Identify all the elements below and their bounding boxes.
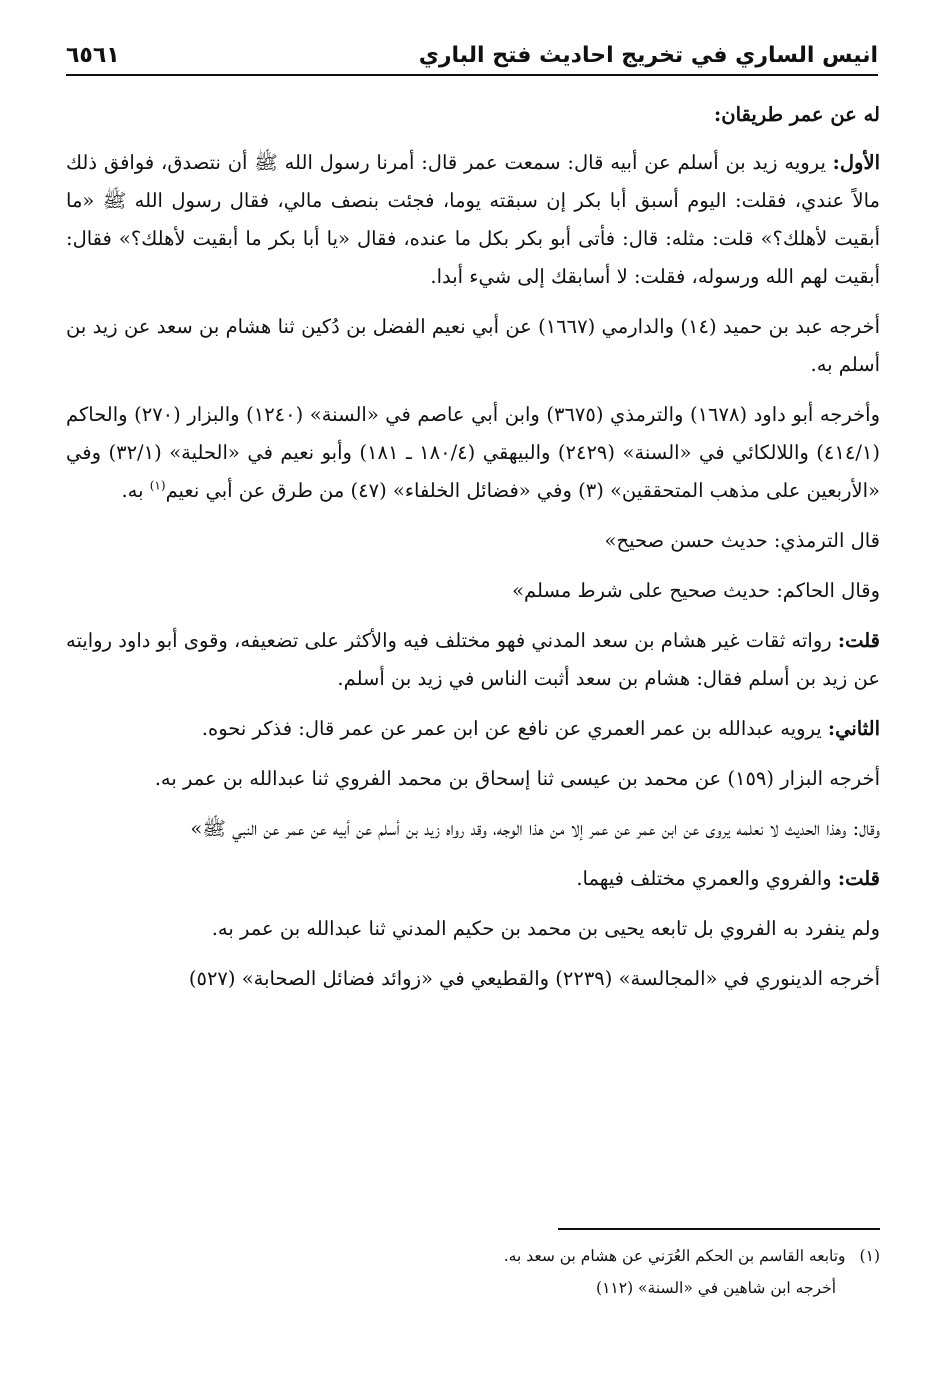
footnote-1	[66, 1240, 880, 1272]
paragraph-takhrij-1: أخرجه عبد بن حميد (١٤) والدارمي (١٦٦٧) عن أبي نعيم الفضل بن دُكين ثنا هشام بن سعد عن زيد بن أسلم به.	[66, 315, 880, 376]
paragraph-bazzar-comment: وقال: وهذا الحديث لا نعلمه يروى عن ابن عمر عن عمر إلا من هذا الوجه، وقد رواه زيد بن أسلم عن أبيه عن عمر عن النبي ﷺ»	[190, 817, 880, 840]
paragraph-dinawari: أخرجه الدينوري في «المجالسة» (٢٢٣٩) والقطيعي في «زوائد فضائل الصحابة» (٥٢٧)	[188, 967, 880, 990]
paragraph-second-route: الثاني: يرويه عبدالله بن عمر العمري عن نافع عن ابن عمر عن عمر قال: فذكر نحوه.	[201, 717, 880, 740]
lead-label: قلت:	[837, 867, 880, 890]
page-body	[66, 96, 880, 1010]
lead-label: الثاني:	[827, 717, 880, 740]
footnote-number: (١)	[859, 1247, 880, 1265]
paragraph-tirmidhi: قال الترمذي: حديث حسن صحيح»	[604, 529, 880, 552]
lead-label: الأول:	[832, 151, 880, 174]
footnote-marker[interactable]: (١)	[149, 478, 166, 493]
lead-label: قلت:	[837, 629, 880, 652]
running-title: انيس الساري في تخريج احاديث فتح الباري	[418, 43, 878, 68]
footnote-1-continued: أخرجه ابن شاهين في «السنة» (١١٢)	[596, 1279, 836, 1297]
paragraph-hakim: وقال الحاكم: حديث صحيح على شرط مسلم»	[512, 579, 880, 602]
page-number: ٦٥٦١	[66, 43, 120, 68]
paragraph-bazzar: أخرجه البزار (١٥٩) عن محمد بن عيسى ثنا إسحاق بن محمد الفروي ثنا عبدالله بن عمر به.	[154, 767, 880, 790]
footnotes	[66, 1240, 880, 1304]
paragraph-comment-1: قلت: رواته ثقات غير هشام بن سعد المدني فهو مختلف فيه والأكثر على تضعيفه، وقوى أبو داود روايته عن زيد بن أسلم فقال: هشام بن سعد أثبت الناس في زيد بن أسلم.	[66, 629, 880, 690]
paragraph-takhrij-2: وأخرجه أبو داود (١٦٧٨) والترمذي (٣٦٧٥) وابن أبي عاصم في «السنة» (١٢٤٠) والبزار (٢٧٠) والحاكم (٤١٤/١) واللالكائي في «السنة» (٢٤٢٩) والبيهقي (١٨٠/٤ ـ ١٨١) وأبو نعيم في «الحلية» (٣٢/١) وفي «الأربعين على مذهب المتحققين» (٣) وفي «فضائل الخلفاء» (٤٧) من طرق عن أبي نعيم$^{(١)}$ به.	[66, 403, 880, 502]
footnote-divider	[558, 1228, 880, 1230]
page-header	[66, 32, 878, 76]
footnote-text: وتابعه القاسم بن الحكم العُرَني عن هشام بن سعد به.	[503, 1247, 846, 1265]
section-heading: له عن عمر طريقان:	[714, 103, 880, 126]
paragraph-comment-2: قلت: والفروي والعمري مختلف فيهما.	[576, 867, 880, 890]
paragraph-first-route: الأول: يرويه زيد بن أسلم عن أبيه قال: سمعت عمر قال: أمرنا رسول الله ﷺ أن نتصدق، فوافق ذلك مالاً عندي، فقلت: اليوم أسبق أبا بكر إن سبقته يوما، فجئت بنصف مالي، فقال رسول الله ﷺ «ما أبقيت لأهلك؟» قلت: مثله: قال: فأتى أبو بكر بكل ما عنده، فقال «يا أبا بكر ما أبقيت لأهلك؟» فقال: أبقيت لهم الله ورسوله، فقلت: لا أسابقك إلى شيء أبدا.	[66, 151, 880, 288]
paragraph-mutaba: ولم ينفرد به الفروي بل تابعه يحيى بن محمد بن حكيم المدني ثنا عبدالله بن عمر به.	[211, 917, 880, 940]
